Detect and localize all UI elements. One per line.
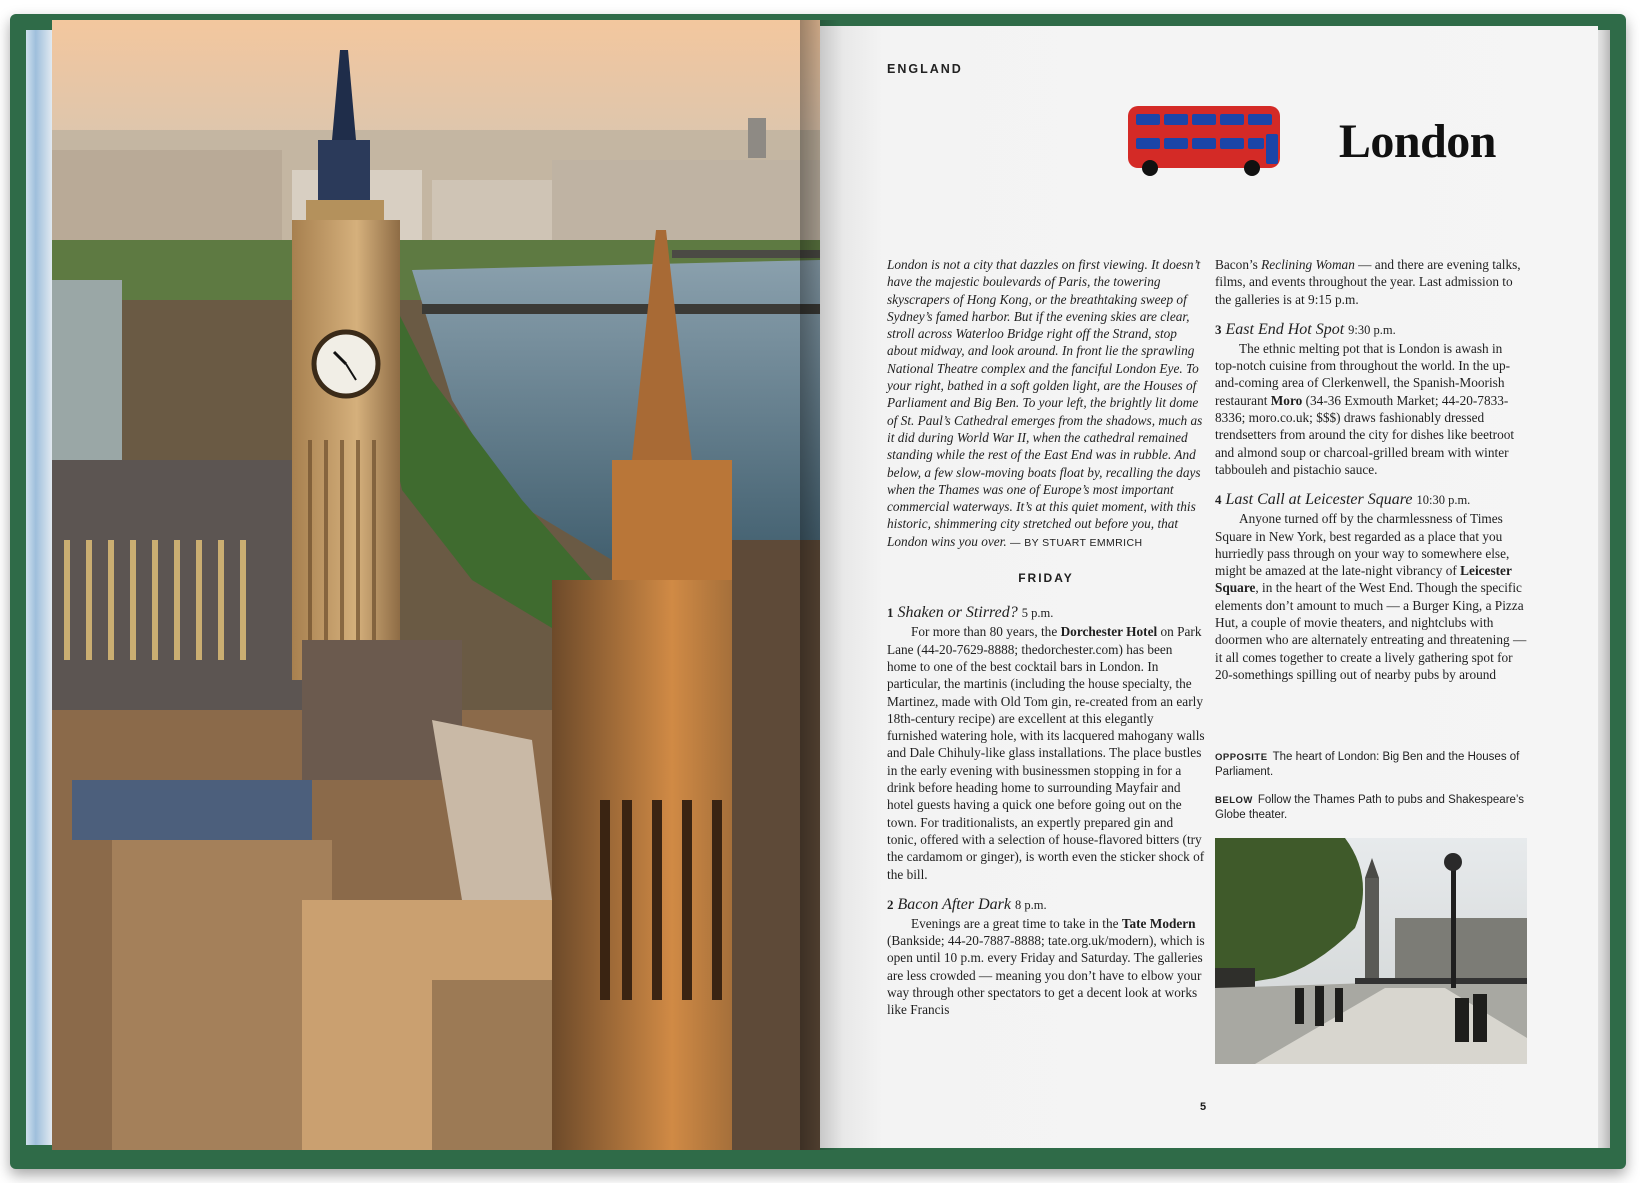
caption-opposite [1215,750,1527,780]
intro-text: London is not a city that dazzles on first viewing. It doesn’t have the majestic boulevards of Paris, the towering skyscrapers of Hong Kong, or the breathtaking sweep of Sydney’s famed harbor. But if the evening skies are clear, stroll across Waterloo Bridge right off the Strand, stop about midway, and look around. In front lie the sprawling National Theatre complex and the fanciful London Eye. To your right, bathed in a soft golden light, are the Houses of Parliament and Big Ben. To your left, the brightly lit dome of St. Paul’s Cathedral emerges from the shadows, much as it did during World War II, when the cathedral remained standing while the rest of the East End was in rubble. And below, a few slow-moving boats float by, recalling the days when the Thames was one of Europe’s most important commercial waterways. It’s at this quiet moment, with this historic, shimmering city stretched out before you, that London wins you over. [887,257,1203,549]
item-text: on Park Lane (44-20-7629-8888; thedorchester.com) has been home to one of the best cocktail bars in London. In particular, the martinis (including the house specialty, the Martinez, made with Old Tom gin, re-created from an early 18th-century recipe) are excellent at this elegantly furnished watering hole, with its lacquered mahogany walls and Dale Chihuly-like glass installations. The place bustles in the early evening with businessmen stopping in for a drink before heading home to surrounding Mayfair and hotel guests having a quick one before going out on the town. For traditionalists, an expertly prepared gin and tonic, offered with a selection of house-flavored bitters (try the cardamom or ginger), is worth even the sticker shock of the bill. [887,624,1205,882]
venue-name: Leicester Square [1215,563,1512,596]
item-title: Shaken or Stirred? [897,604,1018,622]
item-heading [1215,490,1527,510]
item-number: 2 [887,896,894,912]
city-title: London [1338,115,1496,168]
double-decker-bus-icon [1126,104,1282,178]
caption-text: Follow the Thames Path to pubs and Shakespeare’s Globe theater. [1215,794,1525,821]
item-heading [887,895,1205,915]
item-body [887,623,1205,882]
item-text: The ethnic melting pot that is London is awash in top-notch cuisine from throughout the world. In the up-and-coming area of Clerkenwell, the Spanish-Moorish restaurant [1215,340,1511,408]
item-text: Anyone turned off by the charmlessness of Times Square in New York, best regarded as a place that you hurriedly pass through on your way to somewhere else, might be amazed at the late-night vibrancy of [1215,511,1510,579]
item-body [1215,510,1527,683]
item-text: Bacon’s [1215,257,1262,272]
intro-paragraph [887,256,1205,552]
item-number: 4 [1215,492,1222,508]
item-text: Evenings are a great time to take in the [911,915,1122,931]
page-number: 5 [1200,1101,1207,1113]
item-number: 1 [887,605,894,621]
venue-name: Moro [1270,392,1303,408]
item-time: 10:30 p.m. [1416,493,1471,508]
caption-label: BELOW [1215,795,1253,806]
text-column-left [887,256,1205,1019]
item-title: Last Call at Leicester Square [1225,491,1413,509]
section-eyebrow: ENGLAND [887,62,963,76]
item-text: , in the heart of the West End. Though the specific elements don’t amount to much — a Burger King, a Pizza Hut, a couple of movie theaters, and nightclubs with doormen who are alternately entreating and threatening — it all comes together to create a lively gathering spot for 20-somethings spilling out of nearby pubs by around [1215,580,1527,682]
item-title: East End Hot Spot [1225,320,1345,338]
photo-big-ben-aerial [52,20,820,1150]
caption-label: OPPOSITE [1215,752,1268,763]
artwork-title: Reclining Woman [1261,257,1355,272]
item-title: Bacon After Dark [897,895,1011,913]
photo-captions [1215,750,1527,823]
item-heading [887,603,1205,623]
photo-thames-path [1215,838,1527,1064]
item-time: 8 p.m. [1014,897,1047,912]
item-heading [1215,320,1527,340]
item-body [887,915,1205,1019]
item-time: 9:30 p.m. [1348,322,1396,337]
item-text: — and there are evening talks, films, and events throughout the year. Last admission to the galleries is at 9:15 p.m. [1215,257,1521,307]
item-body [1215,340,1527,478]
venue-name: Tate Modern [1121,915,1196,931]
venue-name: Dorchester Hotel [1060,624,1158,640]
item-text: (34-36 Exmouth Market; 44-20-7833-8336; moro.co.uk; $$$) draws fashionably dressed trendsetters from around the city for dishes like beetroot and almond soup or charcoal-grilled bream with winter tabbouleh and pistachio sauce. [1215,392,1515,477]
text-column-right [1215,256,1527,683]
item-time: 5 p.m. [1021,606,1054,621]
page-edges-left [26,30,54,1145]
caption-text: The heart of London: Big Ben and the Houses of Parliament. [1215,751,1520,778]
day-label: FRIDAY [1018,571,1074,586]
text-page [820,26,1598,1148]
byline: — BY STUART EMMRICH [1010,536,1143,549]
continued-paragraph [1215,256,1527,308]
item-text: (Bankside; 44-20-7887-8888; tate.org.uk/modern), which is open until 10 p.m. every Friday and Saturday. The galleries are less crowded — meaning you don’t have to elbow your way through other spectators to get a decent look at works like Francis [887,933,1205,1018]
item-number: 3 [1215,321,1222,337]
caption-below [1215,793,1527,823]
item-text: For more than 80 years, the [911,624,1061,640]
